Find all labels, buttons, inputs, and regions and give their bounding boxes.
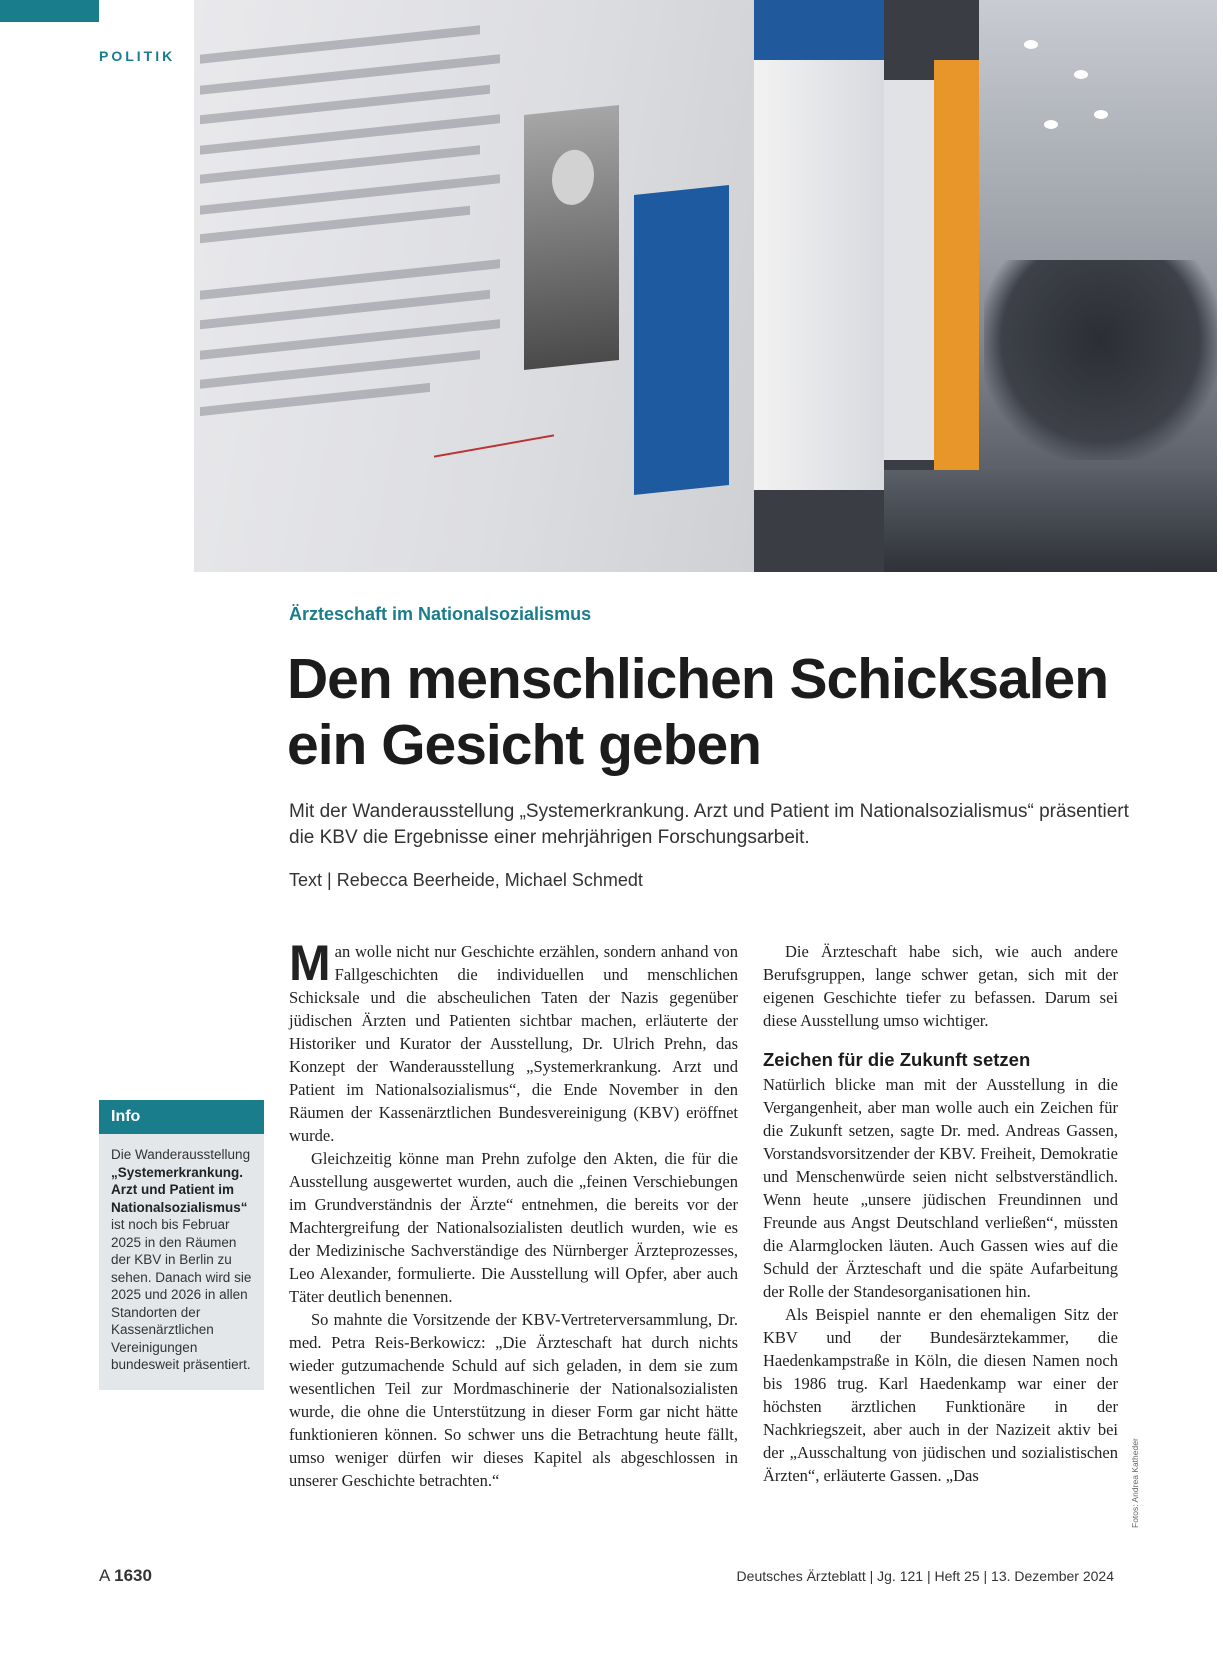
paragraph: Die Ärzteschaft habe sich, wie auch andere Berufsgruppen, lange schwer getan, sich mit der eigenen Geschichte tiefer zu befassen. Darum sei diese Ausstellung umso wichtiger.	[763, 942, 1118, 1030]
accent-bar	[0, 0, 99, 22]
page-prefix: A	[99, 1566, 110, 1585]
body-column-1	[289, 935, 738, 1492]
headline	[287, 646, 1187, 778]
paragraph: Natürlich blicke man mit der Ausstellung in die Vergangenheit, aber man wolle auch ein Zeichen für die Zukunft setzen, sagte Dr. med. Andreas Gassen, Vorstandsvorsitzender der KBV. Freiheit, Demokratie und Menschenwürde seien nicht selbstverständlich. Wenn heute „unsere jüdischen Freundinnen und Freunde aus Angst Deutschland verließen“, müssten die Alarmglocken läuten. Auch Gassen wies auf die Schuld der Ärzteschaft und die späte Aufarbeitung der Rolle der Standesorganisationen hin.	[763, 1075, 1118, 1301]
paragraph: So mahnte die Vorsitzende der KBV-Vertreterversammlung, Dr. med. Petra Reis-Berkowicz: „Die Ärzteschaft hat durch nichts wieder gutzumachende Schuld auf sich geladen, in dem sie zum wesentlichen Teil zur Mordmaschinerie der Nationalsozialisten wurde, die ohne die Unterstützung in dieser Form gar nicht hätte funktionieren können. So schwer uns die Betrachtung heute fällt, umso weniger dürfen wir dieses Kapitel als abgeschlossen in unserer Geschichte betrachten.“	[289, 1310, 738, 1490]
info-text-details: ist noch bis Februar 2025 in den Räumen der KBV in Berlin zu sehen. Danach wird sie 2025 und 2026 in allen Standorten der Kassenärztlichen Vereinigungen bundesweit präsentiert.	[111, 1217, 252, 1372]
dropcap: M	[289, 935, 331, 991]
info-text-intro: Die Wanderausstellung	[111, 1147, 251, 1162]
paragraph: Gleichzeitig könne man Prehn zufolge den Akten, die für die Ausstellung ausgewertet wurden, auch die „feinen Verschiebungen im Grundverständnis der Ärzte“ entnehmen, die bereits vor der Machtergreifung der Nationalsozialisten deutlich wurden, wie es der Medizinische Sachverständige des Nürnberger Ärzteprozesses, Leo Alexander, formulierte. Die Ausstellung will Opfer, aber auch Täter deutlich benennen.	[289, 1149, 738, 1306]
headline-line-1: Den menschlichen Schicksalen	[287, 647, 1109, 711]
journal-line: Deutsches Ärzteblatt | Jg. 121 | Heft 25 | 13. Dezember 2024	[736, 1568, 1114, 1584]
info-text-exhibition: „Systemerkrankung. Arzt und Patient im Nationalsozialismus“	[111, 1164, 248, 1215]
paragraph: Als Beispiel nannte er den ehemaligen Sitz der KBV und der Bundesärztekammer, die Haedenkampstraße in Köln, die diesen Namen noch bis 1986 trug. Karl Haedenkamp war einer der höchsten ärztlichen Funktionäre in der Nachkriegszeit, aber auch in der Nazizeit aktiv bei der „Ausschaltung von jüdischen und sozialistischen Ärzten“, erläuterte Gassen. „Das	[763, 1305, 1118, 1485]
deck: Mit der Wanderausstellung „Systemerkrankung. Arzt und Patient im Nationalsozialismus“ präsentiert die KBV die Ergebnisse einer mehrjährigen Forschungsarbeit.	[289, 801, 1129, 848]
info-box-title: Info	[99, 1100, 264, 1134]
page-number	[99, 1566, 152, 1586]
info-box	[99, 1100, 264, 1390]
body-column-2	[763, 940, 1118, 1487]
paragraph	[289, 935, 738, 1147]
exhibition-photo	[194, 0, 1217, 572]
info-box-body	[99, 1134, 264, 1374]
subheading: Zeichen für die Zukunft setzen	[763, 1049, 1031, 1070]
headline-line-2: ein Gesicht geben	[287, 713, 761, 777]
byline: Text | Rebecca Beerheide, Michael Schmedt	[289, 870, 643, 890]
paragraph-text: an wolle nicht nur Geschichte erzählen, sondern anhand von Fallgeschichten die individuellen und menschlichen Schicksale und die abscheulichen Taten der Nazis gegenüber jüdischen Ärzten und Patienten sichtbar machen, erläuterte der Historiker und Kurator der Ausstellung, Dr. Ulrich Prehn, das Konzept der Wanderausstellung „Systemerkrankung. Arzt und Patient im Nationalsozialismus“, die Ende November in den Räumen der Kassenärztlichen Bundesvereinigung (KBV) eröffnet wurde.	[289, 942, 738, 1145]
kicker: Ärzteschaft im Nationalsozialismus	[289, 604, 592, 624]
section-label: POLITIK	[99, 48, 176, 64]
photo-credit: Fotos: Andrea Katheder	[1130, 1438, 1140, 1528]
page-number-value: 1630	[114, 1566, 152, 1585]
